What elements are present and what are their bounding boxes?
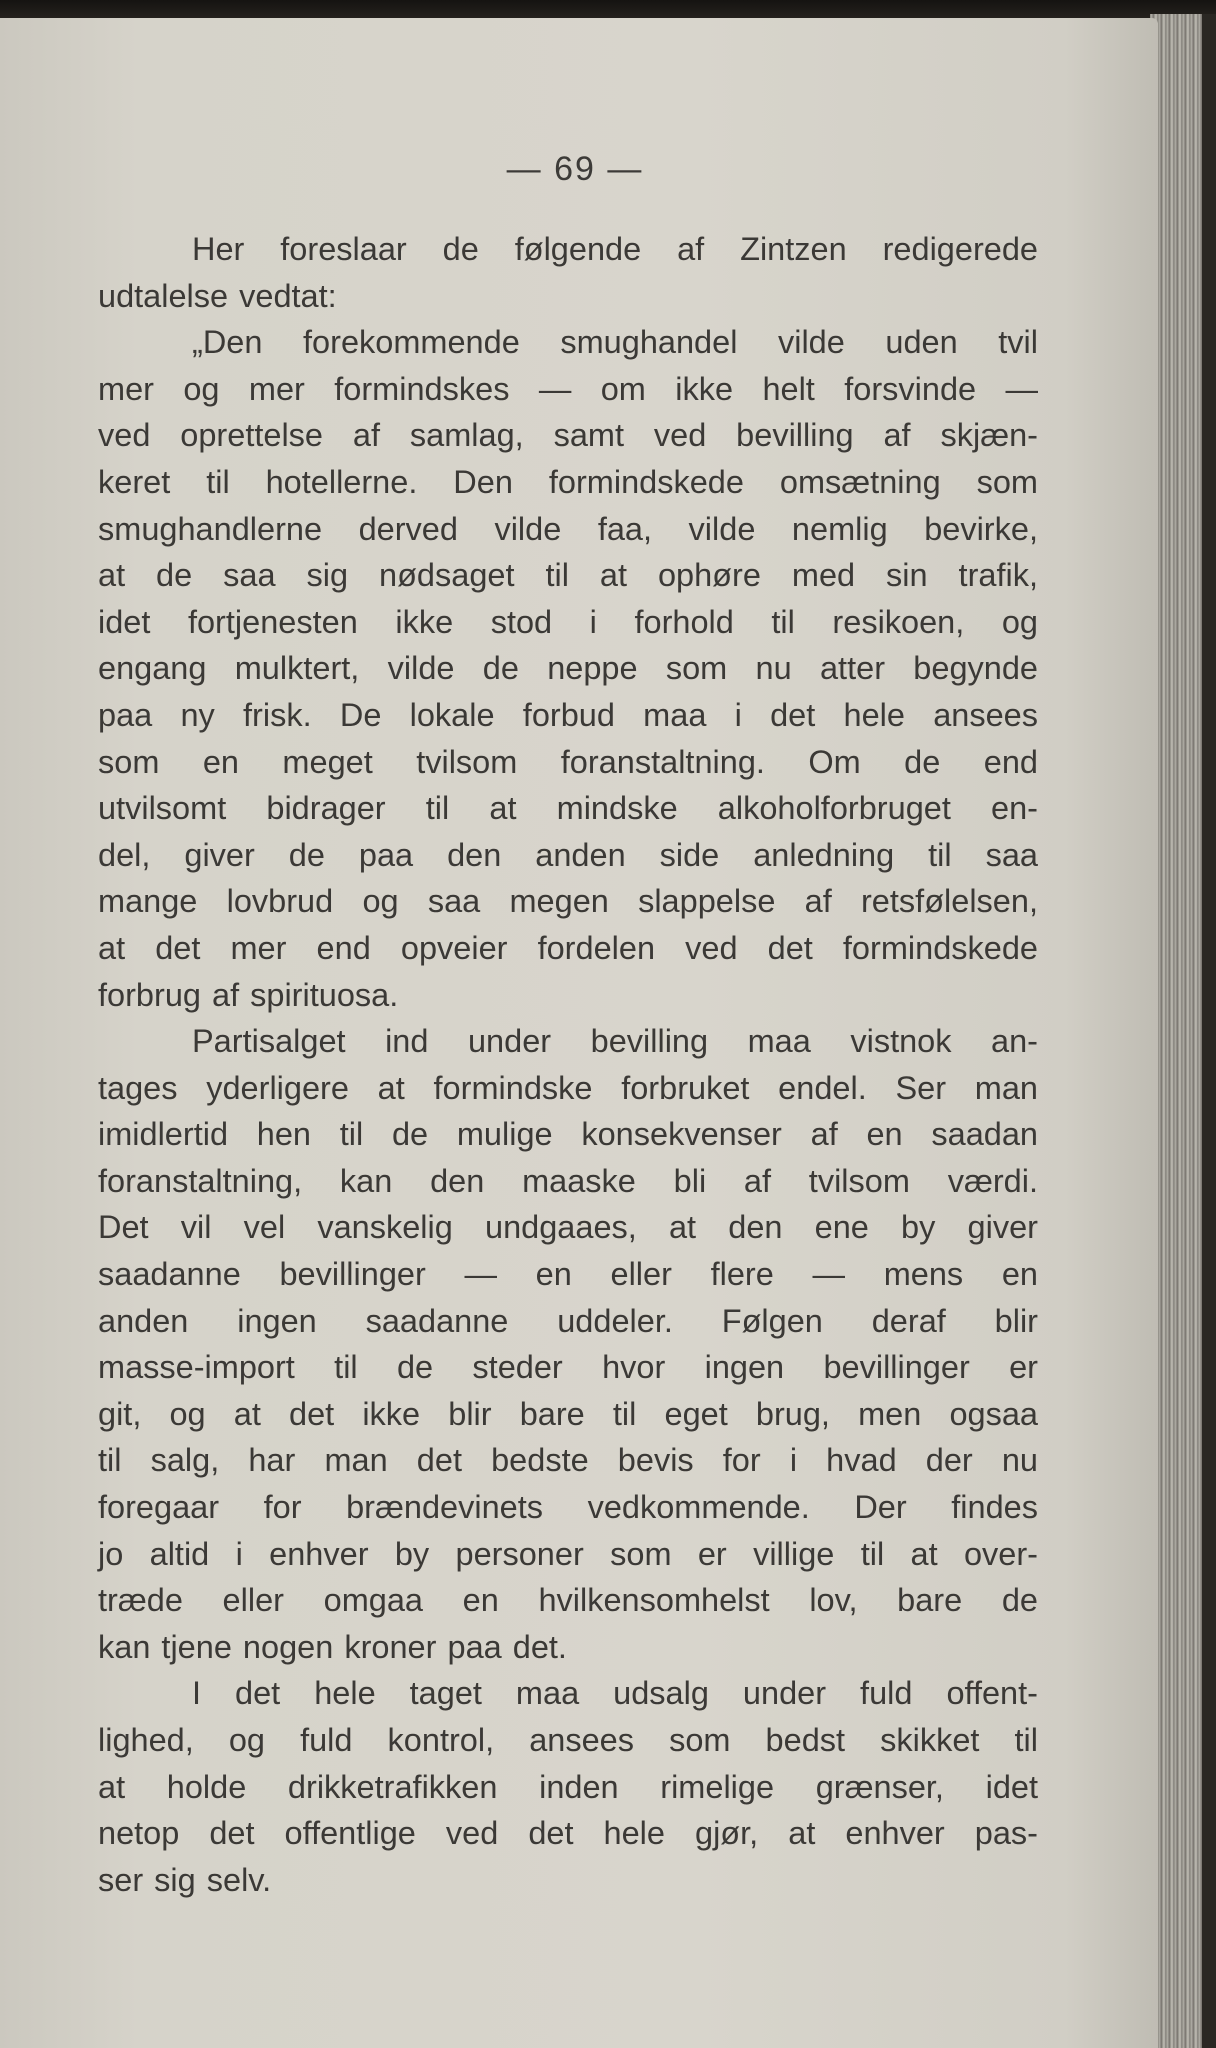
text-line: git, og at det ikke blir bare til eget brug, men ogsaa (98, 1395, 1038, 1432)
text-line: imidlertid hen til de mulige konsekvenser af en saadan (98, 1116, 1038, 1153)
text-line: forbrug af spirituosa. (98, 976, 399, 1013)
text-line: engang mulktert, vilde de neppe som nu atter begynde (98, 650, 1038, 687)
text-line: idet fortjenesten ikke stod i forhold til resikoen, og (98, 603, 1038, 640)
body-text (98, 226, 1038, 1903)
text-line: saadanne bevillinger — en eller flere — mens en (98, 1256, 1038, 1293)
text-line: som en meget tvilsom foranstaltning. Om de end (98, 743, 1038, 780)
page-sheet (0, 18, 1158, 2048)
text-line: del, giver de paa den anden side anledning til saa (98, 836, 1038, 873)
text-line: smughandlerne derved vilde faa, vilde nemlig bevirke, (98, 510, 1038, 547)
text-line: træde eller omgaa en hvilkensomhelst lov, bare de (98, 1582, 1038, 1619)
text-line: at de saa sig nødsaget til at ophøre med sin trafik, (98, 557, 1038, 594)
text-line: jo altid i enhver by personer som er villige til at over- (98, 1535, 1038, 1572)
text-line: foranstaltning, kan den maaske bli af tvilsom værdi. (98, 1162, 1038, 1199)
text-line: ser sig selv. (98, 1861, 272, 1898)
text-line: Her foreslaar de følgende af Zintzen redigerede (192, 231, 1038, 267)
text-line: „Den forekommende smughandel vilde uden tvil (192, 324, 1038, 361)
text-line: lighed, og fuld kontrol, ansees som bedst skikket til (98, 1722, 1038, 1758)
book-page-edges (1150, 14, 1216, 2048)
text-line: netop det offentlige ved det hele gjør, at enhver pas- (98, 1815, 1038, 1852)
text-line: masse-import til de steder hvor ingen bevillinger er (98, 1349, 1038, 1386)
text-line: foregaar for brændevinets vedkommende. Der findes (98, 1489, 1038, 1526)
text-line: at holde drikketrafikken inden rimelige grænser, idet (98, 1768, 1038, 1805)
text-line: utvilsomt bidrager til at mindske alkoholforbruget en- (98, 790, 1038, 827)
text-line: Partisalget ind under bevilling maa vistnok an- (192, 1023, 1038, 1060)
text-line: ved oprettelse af samlag, samt ved bevilling af skjæn- (98, 417, 1038, 454)
text-line: mange lovbrud og saa megen slappelse af retsfølelsen, (98, 883, 1038, 920)
text-line: udtalelse vedtat: (98, 277, 337, 314)
text-line: Det vil vel vanskelig undgaaes, at den ene by giver (98, 1209, 1038, 1246)
text-line: anden ingen saadanne uddeler. Følgen deraf blir (98, 1302, 1038, 1339)
text-line: I det hele taget maa udsalg under fuld offent- (192, 1675, 1038, 1712)
page-number: — 69 — (506, 150, 644, 188)
text-line: paa ny frisk. De lokale forbud maa i det hele ansees (98, 696, 1038, 733)
text-line: mer og mer formindskes — om ikke helt forsvinde — (98, 370, 1038, 407)
text-line: tages yderligere at formindske forbruket endel. Ser man (98, 1069, 1038, 1106)
text-line: at det mer end opveier fordelen ved det formindskede (98, 929, 1038, 966)
text-line: til salg, har man det bedste bevis for i hvad der nu (98, 1442, 1038, 1479)
text-line: keret til hotellerne. Den formindskede omsætning som (98, 463, 1038, 500)
text-line: kan tjene nogen kroner paa det. (98, 1628, 567, 1665)
